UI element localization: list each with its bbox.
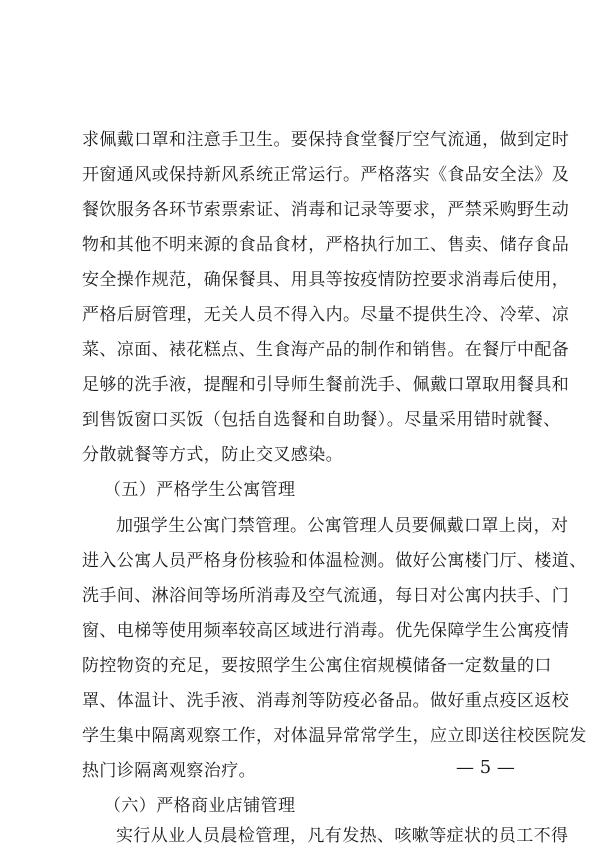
text-line: 窗、电梯等使用频率较高区域进行消毒。优先保障学生公寓疫情 — [82, 621, 570, 641]
text-line: 菜、凉面、裱花糕点、生食海产品的制作和销售。在餐厅中配备 — [82, 340, 570, 360]
page-number: — 5 — — [456, 757, 515, 778]
text-line: 餐饮服务各环节索票索证、消毒和记录等要求，严禁采购野生动 — [82, 200, 570, 220]
text-line: 热门诊隔离观察治疗。 — [82, 761, 256, 781]
text-line: 洗手间、淋浴间等场所消毒及空气流通，每日对公寓内扶手、门 — [82, 586, 570, 606]
text-line: 学生集中隔离观察工作，对体温异常常学生，应立即送往校医院发 — [82, 726, 587, 746]
text-line: 实行从业人员晨检管理，凡有发热、咳嗽等症状的员工不得 — [116, 826, 569, 846]
text-line: 安全操作规范，确保餐具、用具等按疫情防控要求消毒后使用， — [82, 270, 570, 290]
section-heading: （五）严格学生公寓管理 — [104, 480, 296, 500]
text-line: 严格后厨管理，无关人员不得入内。尽量不提供生冷、冷荤、凉 — [82, 305, 570, 325]
text-line: 进入公寓人员严格身份核验和体温检测。做好公寓楼门厅、楼道、 — [82, 551, 587, 571]
section-heading: （六）严格商业店铺管理 — [104, 796, 296, 816]
text-line: 分散就餐等方式，防止交叉感染。 — [82, 445, 343, 465]
text-line: 求佩戴口罩和注意手卫生。要保持食堂餐厅空气流通，做到定时 — [82, 130, 570, 150]
text-line: 开窗通风或保持新风系统正常运行。严格落实《食品安全法》及 — [82, 165, 570, 185]
text-line: 罩、体温计、洗手液、消毒剂等防疫必备品。做好重点疫区返校 — [82, 691, 570, 711]
text-line: 到售饭窗口买饭（包括自选餐和自助餐）。尽量采用错时就餐、 — [82, 410, 561, 430]
text-line: 防控物资的充足，要按照学生公寓住宿规模储备一定数量的口 — [82, 656, 552, 676]
text-line: 加强学生公寓门禁管理。公寓管理人员要佩戴口罩上岗，对 — [116, 516, 569, 536]
text-line: 物和其他不明来源的食品食材，严格执行加工、售卖、储存食品 — [82, 235, 570, 255]
text-line: 足够的洗手液，提醒和引导师生餐前洗手、佩戴口罩取用餐具和 — [82, 375, 570, 395]
